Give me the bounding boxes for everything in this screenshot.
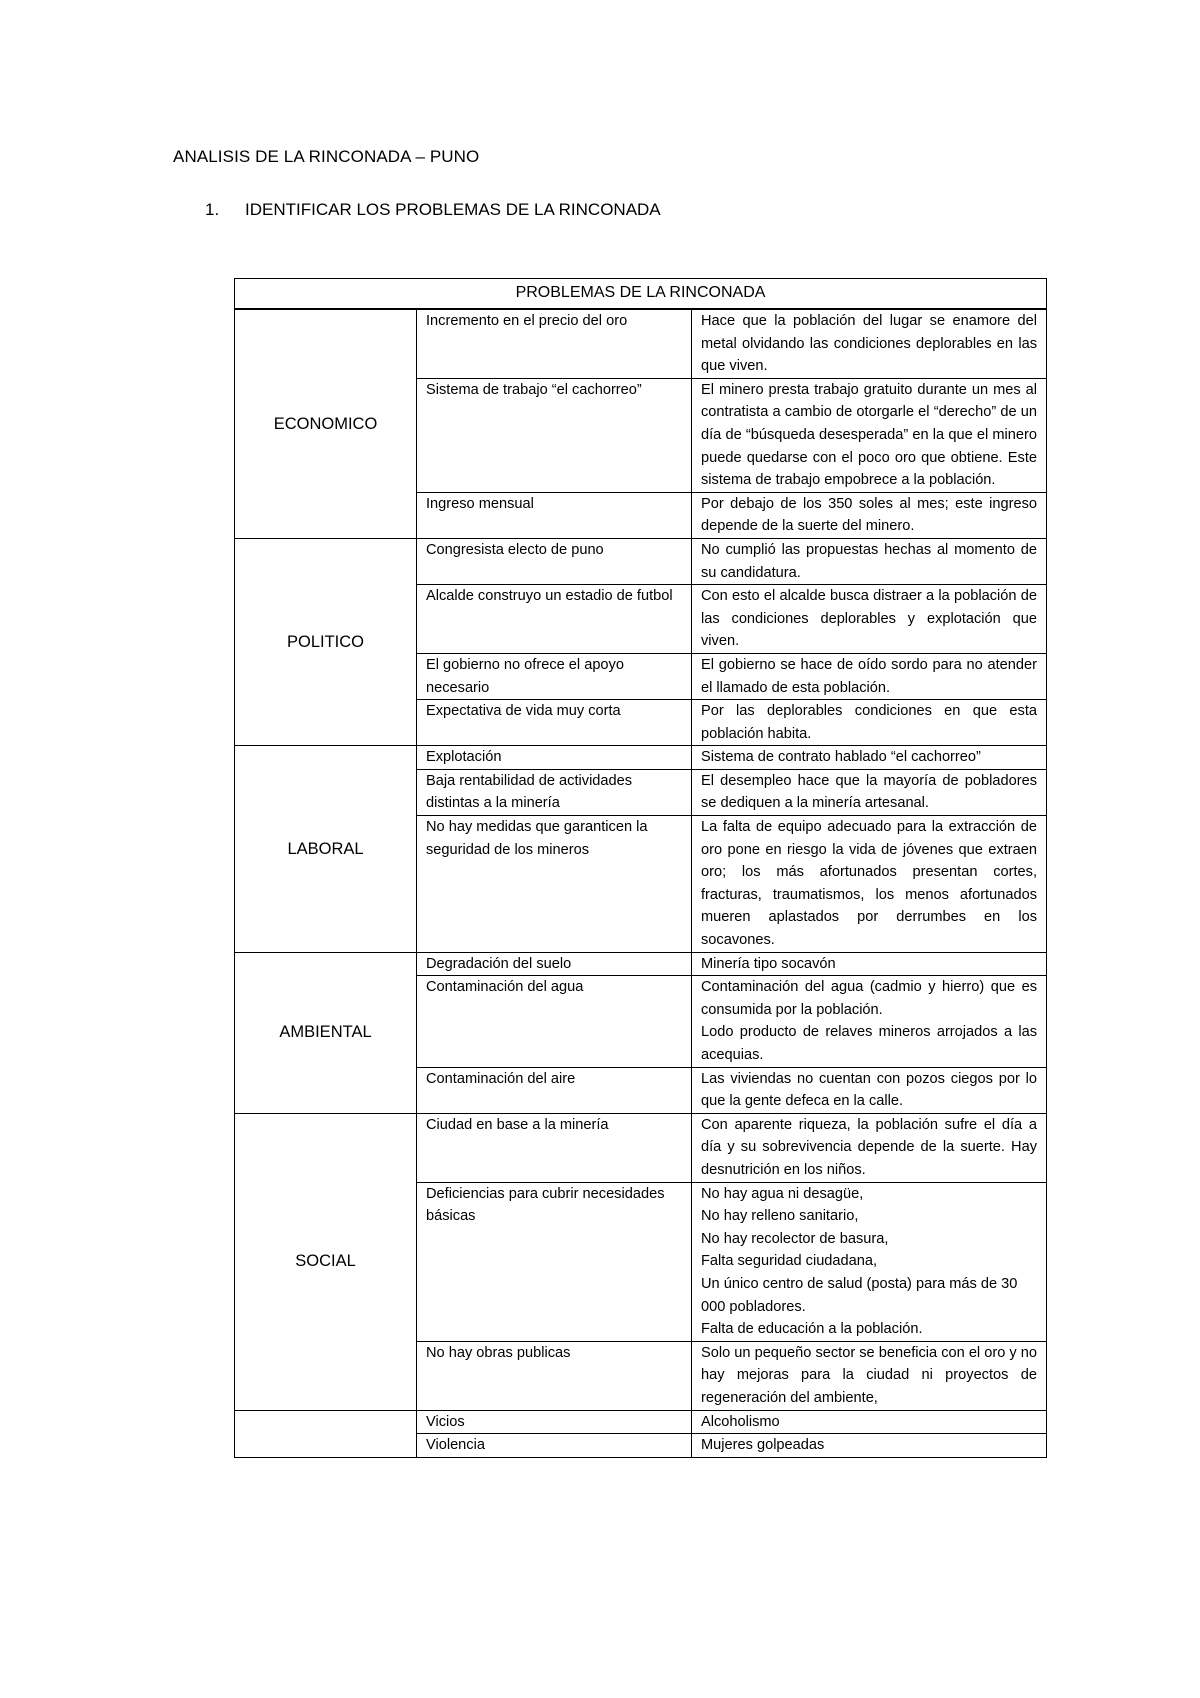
problem-cell: Alcalde construyo un estadio de futbol bbox=[417, 585, 692, 654]
table-row bbox=[235, 952, 1047, 976]
problem-cell: No hay obras publicas bbox=[417, 1341, 692, 1410]
detail-cell: Por las deplorables condiciones en que esta población habita. bbox=[692, 700, 1047, 746]
table-header-row bbox=[235, 279, 1047, 310]
category-cell-politico: POLITICO bbox=[235, 538, 417, 745]
detail-cell: El minero presta trabajo gratuito durante un mes al contratista a cambio de otorgarle el “derecho” de un día de “búsqueda desesperada” en la que el minero puede quedarse con el poco oro que obtiene. Este sistema de trabajo empobrece a la población. bbox=[692, 378, 1047, 492]
detail-cell: Sistema de contrato hablado “el cachorreo” bbox=[692, 746, 1047, 770]
section-heading-text: IDENTIFICAR LOS PROBLEMAS DE LA RINCONADA bbox=[245, 200, 661, 219]
problem-cell: Sistema de trabajo “el cachorreo” bbox=[417, 378, 692, 492]
problem-cell: Congresista electo de puno bbox=[417, 538, 692, 584]
problem-cell: El gobierno no ofrece el apoyo necesario bbox=[417, 653, 692, 699]
problems-table-body bbox=[235, 309, 1047, 1457]
detail-cell: Minería tipo socavón bbox=[692, 952, 1047, 976]
detail-cell bbox=[692, 1182, 1047, 1341]
detail-cell: Con esto el alcalde busca distraer a la población de las condiciones deplorables y explotación que viven. bbox=[692, 585, 1047, 654]
detail-cell: No cumplió las propuestas hechas al momento de su candidatura. bbox=[692, 538, 1047, 584]
detail-cell: El gobierno se hace de oído sordo para no atender el llamado de esta población. bbox=[692, 653, 1047, 699]
detail-line: No hay agua ni desagüe, bbox=[701, 1185, 864, 1202]
table-row bbox=[235, 1410, 1047, 1434]
category-cell-laboral: LABORAL bbox=[235, 746, 417, 952]
problem-cell: Explotación bbox=[417, 746, 692, 770]
problems-table bbox=[234, 278, 1047, 1458]
section-number: 1. bbox=[205, 200, 220, 219]
problem-cell: Ciudad en base a la minería bbox=[417, 1113, 692, 1182]
category-cell-social: SOCIAL bbox=[235, 1113, 417, 1410]
detail-line: No hay relleno sanitario, bbox=[701, 1208, 859, 1225]
detail-cell: Solo un pequeño sector se beneficia con el oro y no hay mejoras para la ciudad ni proyectos de regeneración del ambiente, bbox=[692, 1341, 1047, 1410]
problem-cell: Violencia bbox=[417, 1434, 692, 1458]
problem-cell: No hay medidas que garanticen la seguridad de los mineros bbox=[417, 816, 692, 953]
detail-line: No hay recolector de basura, bbox=[701, 1230, 889, 1247]
detail-cell: Mujeres golpeadas bbox=[692, 1434, 1047, 1458]
category-cell-ambiental: AMBIENTAL bbox=[235, 952, 417, 1113]
detail-cell: Hace que la población del lugar se enamore del metal olvidando las condiciones deplorables en las que viven. bbox=[692, 309, 1047, 378]
category-cell-economico: ECONOMICO bbox=[235, 309, 417, 538]
detail-line: Falta de educación a la población. bbox=[701, 1321, 923, 1338]
detail-cell: El desempleo hace que la mayoría de pobladores se dediquen a la minería artesanal. bbox=[692, 769, 1047, 815]
section-heading bbox=[205, 200, 661, 220]
detail-line: Un único centro de salud (posta) para más de 30 000 pobladores. bbox=[701, 1275, 1018, 1315]
table-row bbox=[235, 309, 1047, 378]
detail-cell bbox=[692, 976, 1047, 1067]
problem-cell: Contaminación del aire bbox=[417, 1067, 692, 1113]
problem-cell: Vicios bbox=[417, 1410, 692, 1434]
detail-line: Falta seguridad ciudadana, bbox=[701, 1253, 878, 1270]
detail-cell: Con aparente riqueza, la población sufre el día a día y su sobrevivencia depende de la suerte. Hay desnutrición en los niños. bbox=[692, 1113, 1047, 1182]
detail-cell: Por debajo de los 350 soles al mes; este ingreso depende de la suerte del minero. bbox=[692, 492, 1047, 538]
detail-cell: Alcoholismo bbox=[692, 1410, 1047, 1434]
problem-cell: Degradación del suelo bbox=[417, 952, 692, 976]
problem-cell: Expectativa de vida muy corta bbox=[417, 700, 692, 746]
problem-cell: Baja rentabilidad de actividades distintas a la minería bbox=[417, 769, 692, 815]
document-title: ANALISIS DE LA RINCONADA – PUNO bbox=[173, 147, 480, 166]
detail-cell: Las viviendas no cuentan con pozos ciegos por lo que la gente defeca en la calle. bbox=[692, 1067, 1047, 1113]
table-title: PROBLEMAS DE LA RINCONADA bbox=[235, 279, 1047, 310]
detail-line: Lodo producto de relaves mineros arrojados a las acequias. bbox=[701, 1024, 1037, 1063]
table-row bbox=[235, 746, 1047, 770]
table-row bbox=[235, 1113, 1047, 1182]
problem-cell: Incremento en el precio del oro bbox=[417, 309, 692, 378]
problem-cell: Contaminación del agua bbox=[417, 976, 692, 1067]
detail-cell: La falta de equipo adecuado para la extracción de oro pone en riesgo la vida de jóvenes que extraen oro; los más afortunados presentan cortes, fracturas, traumatismos, los menos afortunados mueren aplastados por derrumbes en los socavones. bbox=[692, 816, 1047, 953]
detail-line: Contaminación del agua (cadmio y hierro) que es consumida por la población. bbox=[701, 979, 1037, 1018]
problem-cell: Deficiencias para cubrir necesidades básicas bbox=[417, 1182, 692, 1341]
category-cell-sin-categoria bbox=[235, 1410, 417, 1457]
table-row bbox=[235, 538, 1047, 584]
problem-cell: Ingreso mensual bbox=[417, 492, 692, 538]
